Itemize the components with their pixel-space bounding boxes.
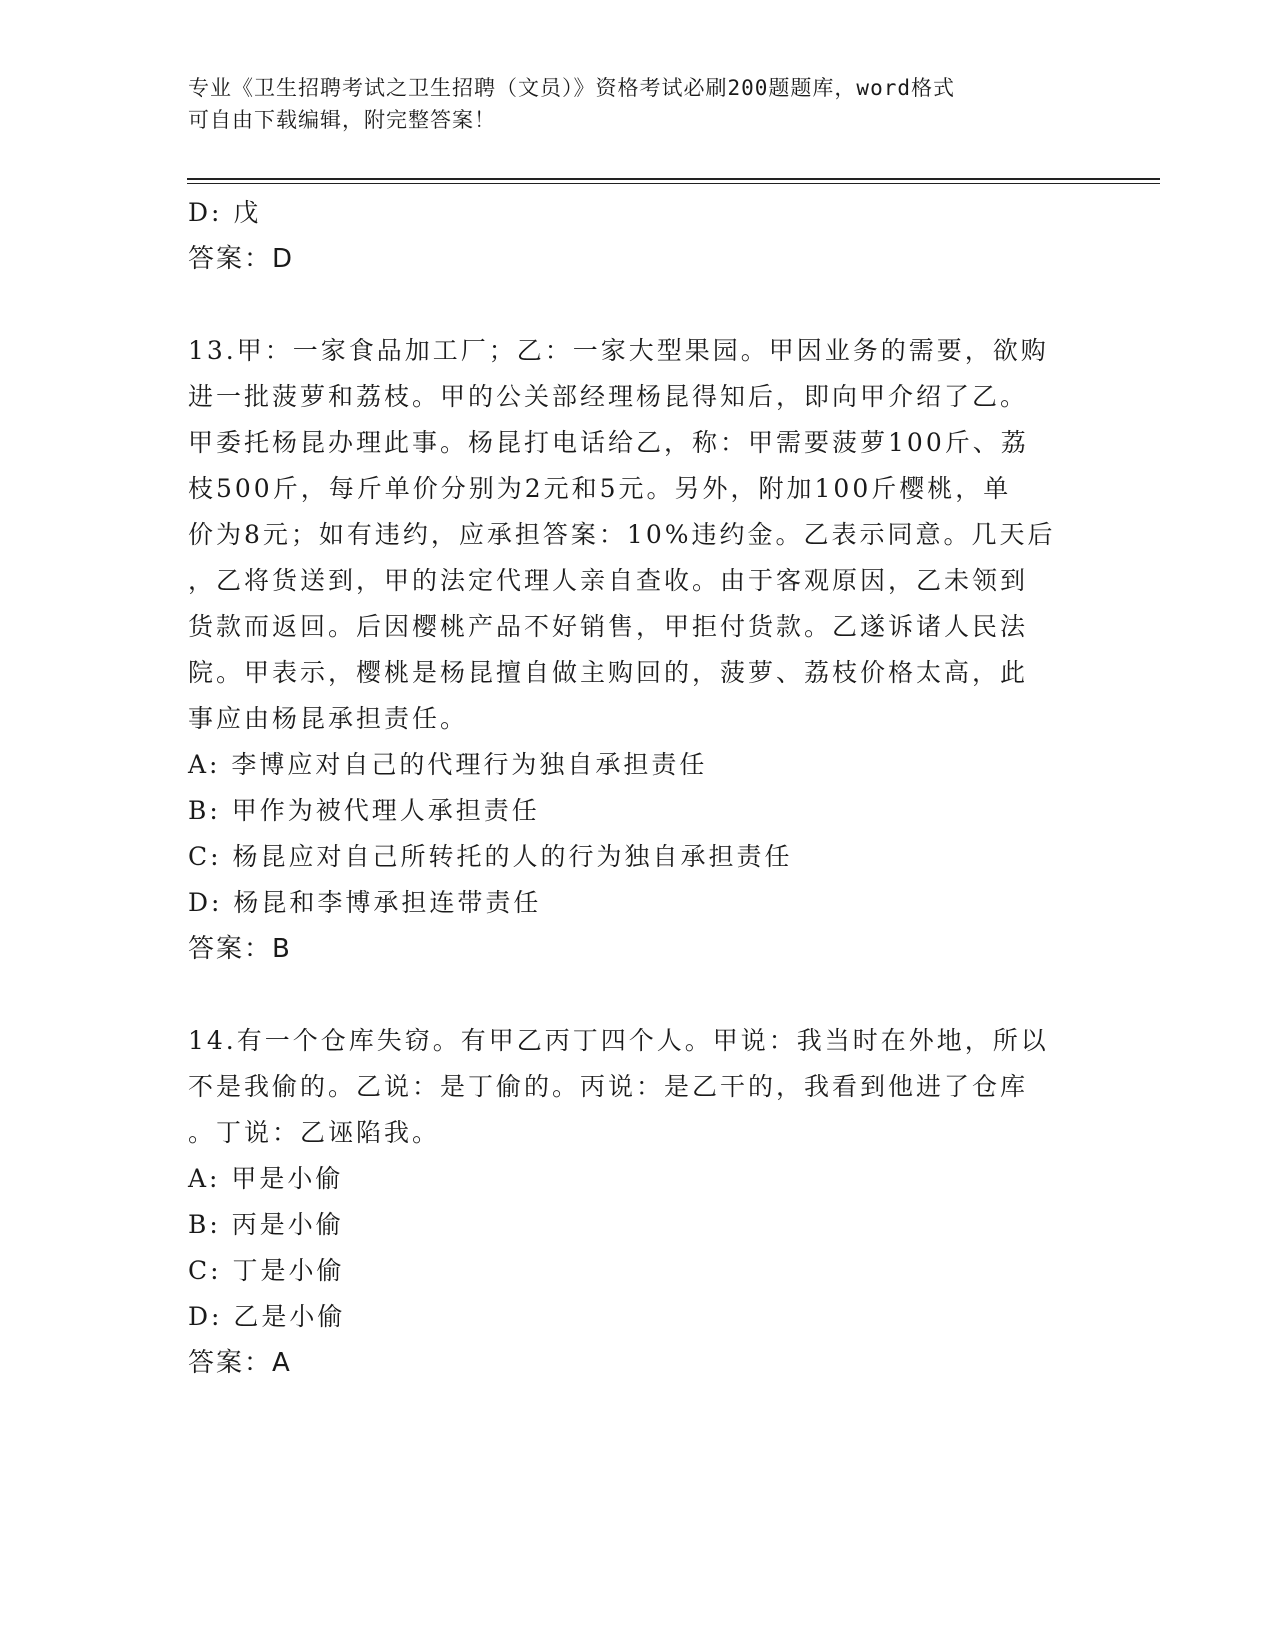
question-text-line: 价为8元；如有违约，应承担答案：10%违约金。乙表示同意。几天后: [188, 520, 1056, 549]
question-text-line: 进一批菠萝和荔枝。甲的公关部经理杨昆得知后，即向甲介绍了乙。: [188, 382, 1029, 411]
question-14: [188, 1018, 1088, 1386]
option-c: C: 丁是小偷: [188, 1256, 345, 1285]
header-divider-thick: [187, 178, 1160, 180]
header-line-2: 可自由下载编辑，附完整答案！: [188, 108, 496, 132]
question-text-line: 事应由杨昆承担责任。: [188, 704, 469, 733]
question-text-line: 甲委托杨昆办理此事。杨昆打电话给乙，称：甲需要菠萝100斤、荔: [188, 428, 1029, 457]
header-line-1: 专业《卫生招聘考试之卫生招聘（文员）》资格考试必刷200题题库，word格式: [188, 76, 955, 100]
answer-line: 答案：A: [188, 1348, 292, 1378]
question-text-line: 院。甲表示，樱桃是杨昆擅自做主购回的，菠萝、荔枝价格太高，此: [188, 658, 1029, 687]
question-text-line: 货款而返回。后因樱桃产品不好销售，甲拒付货款。乙遂诉诸人民法: [188, 612, 1029, 641]
option-b: B: 甲作为被代理人承担责任: [188, 796, 540, 825]
question-13: [188, 328, 1088, 972]
spacer: [188, 282, 1088, 328]
question-text-line: 13.甲：一家食品加工厂；乙：一家大型果园。甲因业务的需要，欲购: [188, 336, 1049, 365]
option-a: A: 甲是小偷: [188, 1164, 344, 1193]
previous-question-tail: [188, 190, 1088, 282]
option-c: C: 杨昆应对自己所转托的人的行为独自承担责任: [188, 842, 793, 871]
question-text-line: 枝500斤，每斤单价分别为2元和5元。另外，附加100斤樱桃，单: [188, 474, 1012, 503]
question-text-line: 14.有一个仓库失窃。有甲乙丙丁四个人。甲说：我当时在外地，所以: [188, 1026, 1049, 1055]
question-text-line: 不是我偷的。乙说：是丁偷的。丙说：是乙干的，我看到他进了仓库: [188, 1072, 1029, 1101]
option-d: D: 乙是小偷: [188, 1302, 346, 1331]
answer-line: 答案：D: [188, 244, 295, 274]
option-b: B: 丙是小偷: [188, 1210, 344, 1239]
header-divider-thin: [187, 183, 1160, 184]
answer-line: 答案：B: [188, 934, 292, 964]
page-header: [188, 72, 1068, 136]
option-a: A: 李博应对自己的代理行为独自承担责任: [188, 750, 708, 779]
option-d: D: 杨昆和李博承担连带责任: [188, 888, 542, 917]
document-body: [188, 190, 1088, 1386]
spacer: [188, 972, 1088, 1018]
question-text-line: ，乙将货送到，甲的法定代理人亲自查收。由于客观原因，乙未领到: [188, 566, 1029, 595]
question-text-line: 。丁说：乙诬陷我。: [188, 1118, 441, 1147]
option-d: D: 戊: [188, 198, 262, 227]
